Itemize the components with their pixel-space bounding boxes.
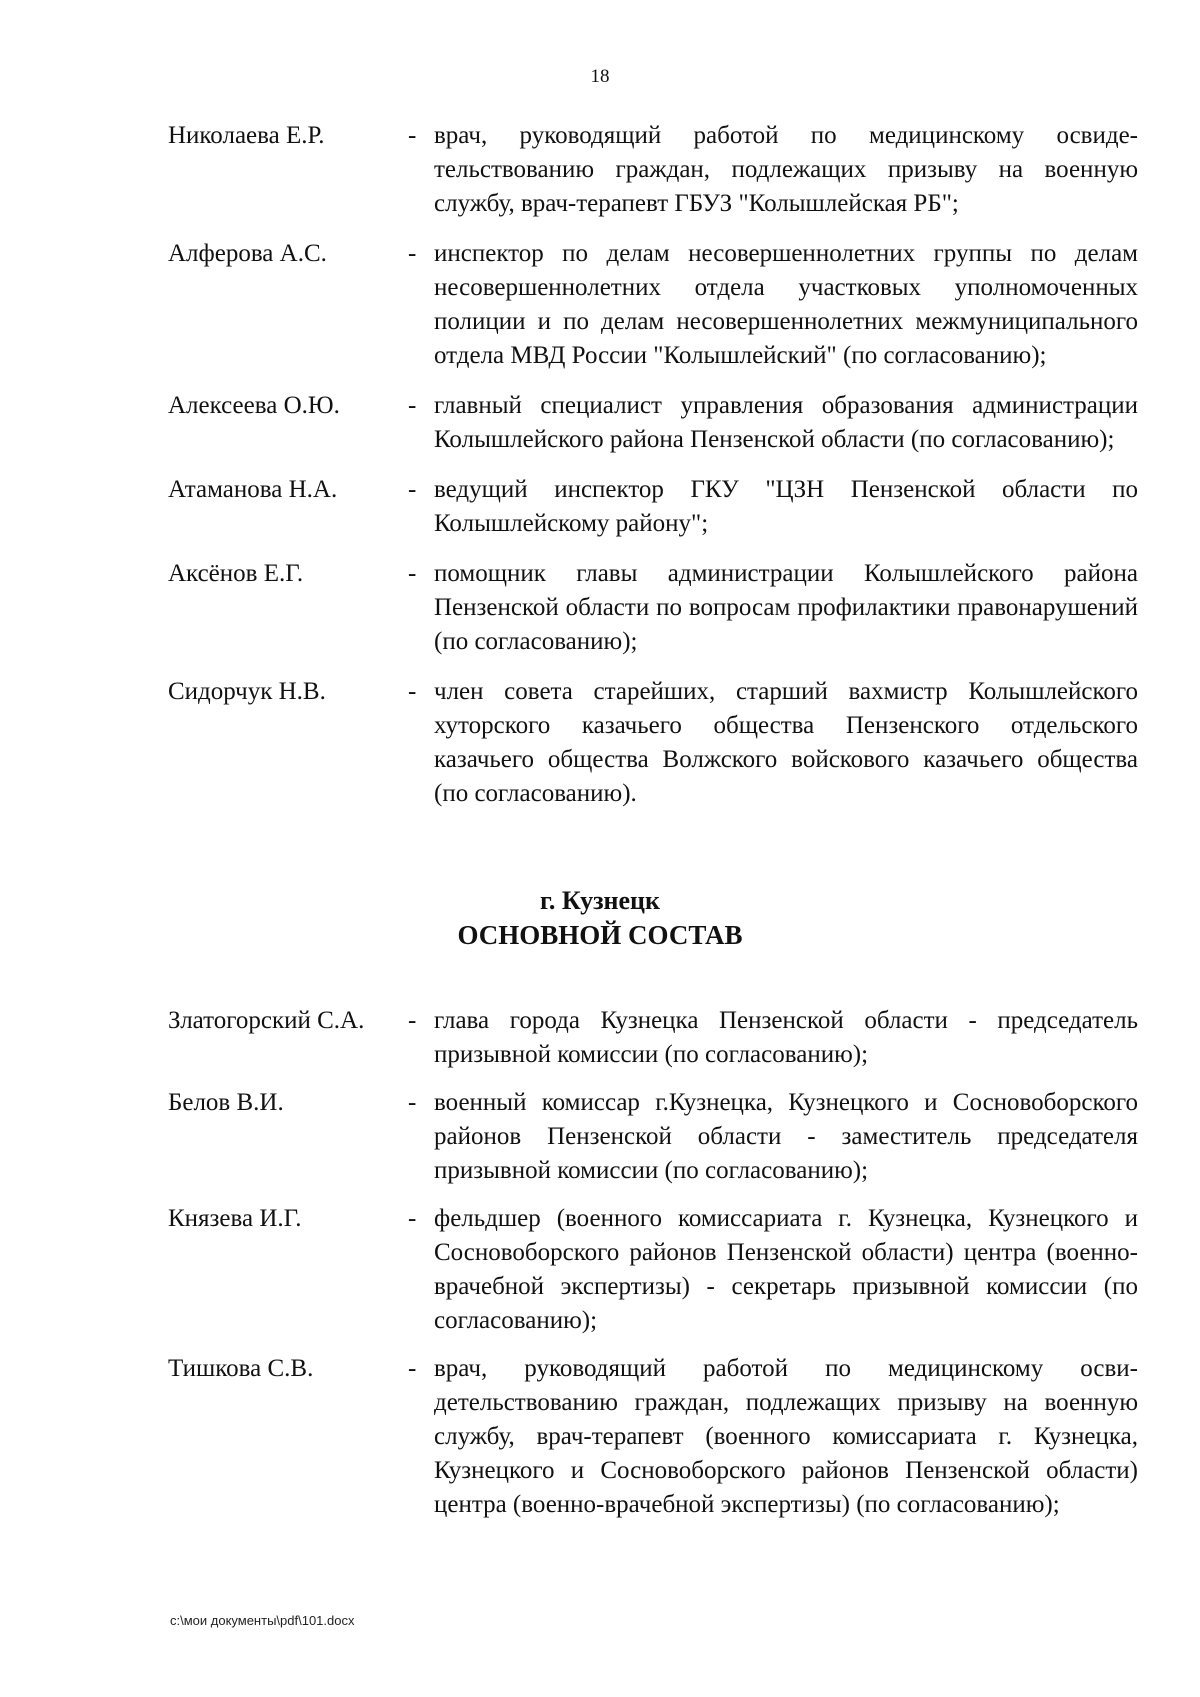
section-composition-title: ОСНОВНОЙ СОСТАВ [457, 920, 743, 950]
member-name: Сидорчук Н.В. [168, 678, 326, 705]
member-position: инспектор по делам несовершеннолетних группы по делам несовершеннолетних отдела участковых уполномоченных полиции и по делам несовершеннолетних межмуниципального отдела МВД России "Колышлейский" (по согласованию); [434, 240, 1138, 369]
member-name: Тишкова С.В. [168, 1355, 314, 1382]
member-entry [168, 1086, 1138, 1188]
member-name: Николаева Е.Р. [168, 122, 325, 149]
member-entry [168, 1004, 1138, 1072]
dash-separator: - [408, 122, 417, 149]
member-name: Князева И.Г. [168, 1205, 302, 1232]
footer-file-path: c:\мои документы\pdf\101.docx [170, 1613, 355, 1628]
member-entry [168, 1352, 1138, 1522]
dash-separator: - [408, 1007, 417, 1034]
member-name: Алферова А.С. [168, 240, 327, 267]
page-number: 18 [590, 66, 610, 87]
member-position: помощник главы администрации Колышлейского района Пензенской области по вопросам профилактики правонарушений (по согласованию); [434, 560, 1138, 655]
member-entry [168, 675, 1138, 811]
dash-separator: - [408, 1355, 417, 1382]
member-entry [168, 473, 1138, 541]
member-position: врач, руководящий работой по медицинскому освидетельствованию граждан, подлежащих призыву на военную службу, врач-терапевт (военного комиссариата г. Кузнецка, Кузнецкого и Сосновоборского районов Пензенской области) центра (военно-врачебной экспертизы) (по согласованию); [434, 1355, 1138, 1518]
dash-separator: - [408, 1205, 417, 1232]
dash-separator: - [408, 560, 417, 587]
section-heading [0, 884, 1200, 952]
dash-separator: - [408, 476, 417, 503]
member-list-main-composition [168, 1004, 1138, 1536]
member-position: ведущий инспектор ГКУ "ЦЗН Пензенской области по Колышлейскому району"; [434, 476, 1138, 537]
dash-separator: - [408, 392, 417, 419]
member-entry [168, 389, 1138, 457]
member-position: член совета старейших, старший вахмистр Колышлейского хуторского казачьего общества Пензенского отдельского казачьего общества Волжского войскового казачьего общества (по согласованию). [434, 678, 1138, 807]
member-position: главный специалист управления образования администрации Колышлейского района Пензенской области (по согласованию); [434, 392, 1138, 453]
member-entry [168, 1202, 1138, 1338]
member-entry [168, 237, 1138, 373]
member-name: Белов В.И. [168, 1089, 284, 1116]
member-name: Аксёнов Е.Г. [168, 560, 304, 587]
member-entry [168, 557, 1138, 659]
member-position: глава города Кузнецка Пензенской области - председатель призывной комиссии (по согласованию); [434, 1007, 1138, 1068]
member-entry [168, 119, 1138, 221]
member-position: фельдшер (военного комиссариата г. Кузнецка, Кузнецкого и Сосновоборского районов Пензенской области) центра (военно-врачебной экспертизы) - секретарь призывной комиссии (по согласованию); [434, 1205, 1138, 1334]
member-name: Алексеева О.Ю. [168, 392, 340, 419]
dash-separator: - [408, 678, 417, 705]
member-name: Атаманова Н.А. [168, 476, 338, 503]
section-city-title: г. Кузнецк [539, 886, 660, 915]
dash-separator: - [408, 1089, 417, 1116]
member-name: Златогорский С.А. [168, 1007, 365, 1034]
member-list-previous-section [168, 119, 1138, 827]
member-position: военный комиссар г.Кузнецка, Кузнецкого и Сосновоборского районов Пензенской области - заместитель председателя призывной комиссии (по согласованию); [434, 1089, 1138, 1184]
member-position: врач, руководящий работой по медицинскому освидетельствованию граждан, подлежащих призыву на военную службу, врач-терапевт ГБУЗ "Колышлейская РБ"; [434, 122, 1138, 217]
dash-separator: - [408, 240, 417, 267]
